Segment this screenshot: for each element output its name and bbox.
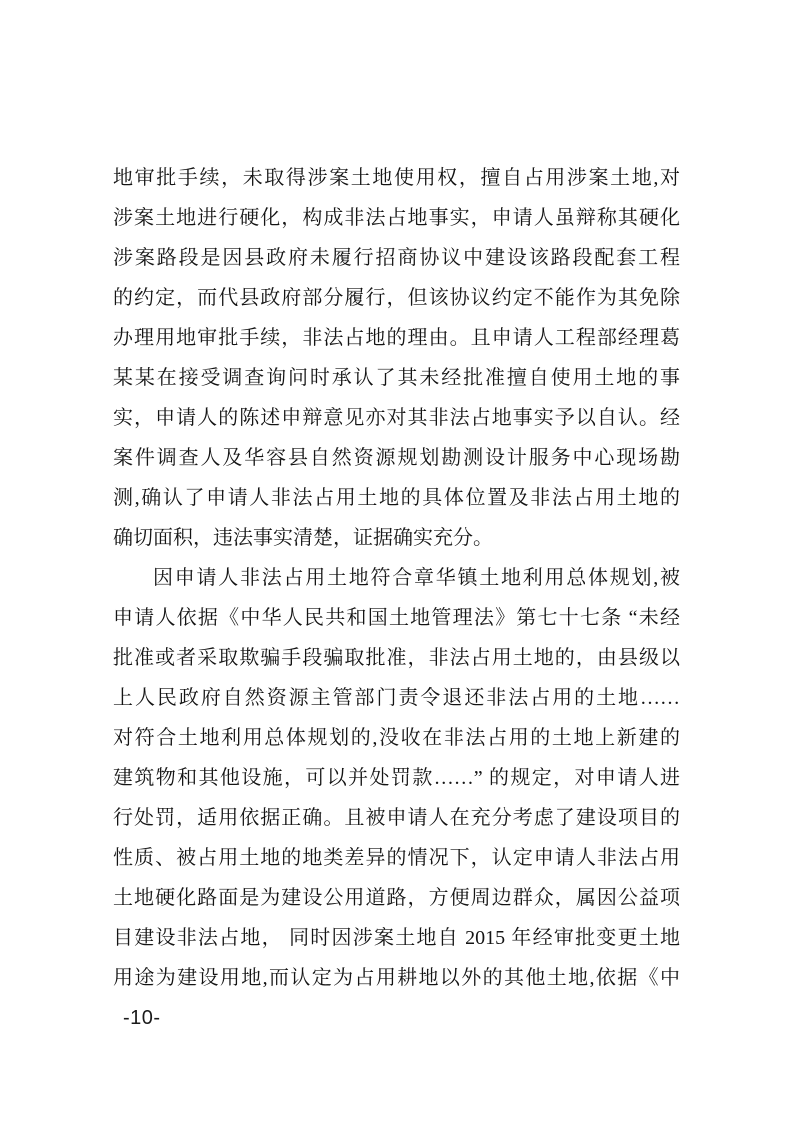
page-number: -10- (123, 1007, 161, 1029)
text-line: 性质、被占用土地的地类差异的情况下，认定申请人非法占用 (113, 847, 680, 869)
text-line: 批准或者采取欺骗手段骗取批准，非法占用土地的，由县级以 (113, 647, 680, 669)
text-line: 某某在接受调查询问时承认了其未经批准擅自使用土地的事 (113, 367, 680, 389)
text-line: 建筑物和其他设施，可以并处罚款……” 的规定，对申请人进 (113, 767, 680, 789)
paragraph-2 (113, 558, 680, 998)
text-line: 行处罚，适用依据正确。且被申请人在充分考虑了建设项目的 (113, 807, 680, 829)
text-line: 地审批手续，未取得涉案土地使用权，擅自占用涉案土地,对 (113, 167, 680, 189)
text-line: 上人民政府自然资源主管部门责令退还非法占用的土地…… (113, 687, 680, 709)
text-line: 土地硬化路面是为建设公用道路，方便周边群众，属因公益项 (113, 887, 680, 909)
text-line: 的约定，而代县政府部分履行，但该协议约定不能作为其免除 (113, 287, 680, 309)
text-line: 申请人依据《中华人民共和国土地管理法》第七十七条 “未经 (113, 607, 680, 629)
text-line: 对符合土地利用总体规划的,没收在非法占用的土地上新建的 (113, 727, 680, 749)
text-line: 办理用地审批手续，非法占地的理由。且申请人工程部经理葛 (113, 327, 680, 349)
text-line: 目建设非法占地， 同时因涉案土地自 2015 年经审批变更土地 (113, 927, 680, 949)
text-line: 确切面积，违法事实清楚，证据确实充分。 (113, 527, 493, 549)
text-line: 涉案路段是因县政府未履行招商协议中建设该路段配套工程 (113, 247, 680, 269)
document-body (113, 158, 680, 998)
text-line: 涉案土地进行硬化，构成非法占地事实，申请人虽辩称其硬化 (113, 207, 680, 229)
text-line: 测,确认了申请人非法占用土地的具体位置及非法占用土地的 (113, 487, 680, 509)
text-line: 实，申请人的陈述申辩意见亦对其非法占地事实予以自认。经 (113, 407, 680, 429)
text-line: 案件调查人及华容县自然资源规划勘测设计服务中心现场勘 (113, 447, 680, 469)
text-line: 用途为建设用地,而认定为占用耕地以外的其他土地,依据《中 (113, 967, 680, 989)
paragraph-1 (113, 158, 680, 558)
text-line: 因申请人非法占用土地符合章华镇土地利用总体规划,被 (153, 567, 680, 589)
